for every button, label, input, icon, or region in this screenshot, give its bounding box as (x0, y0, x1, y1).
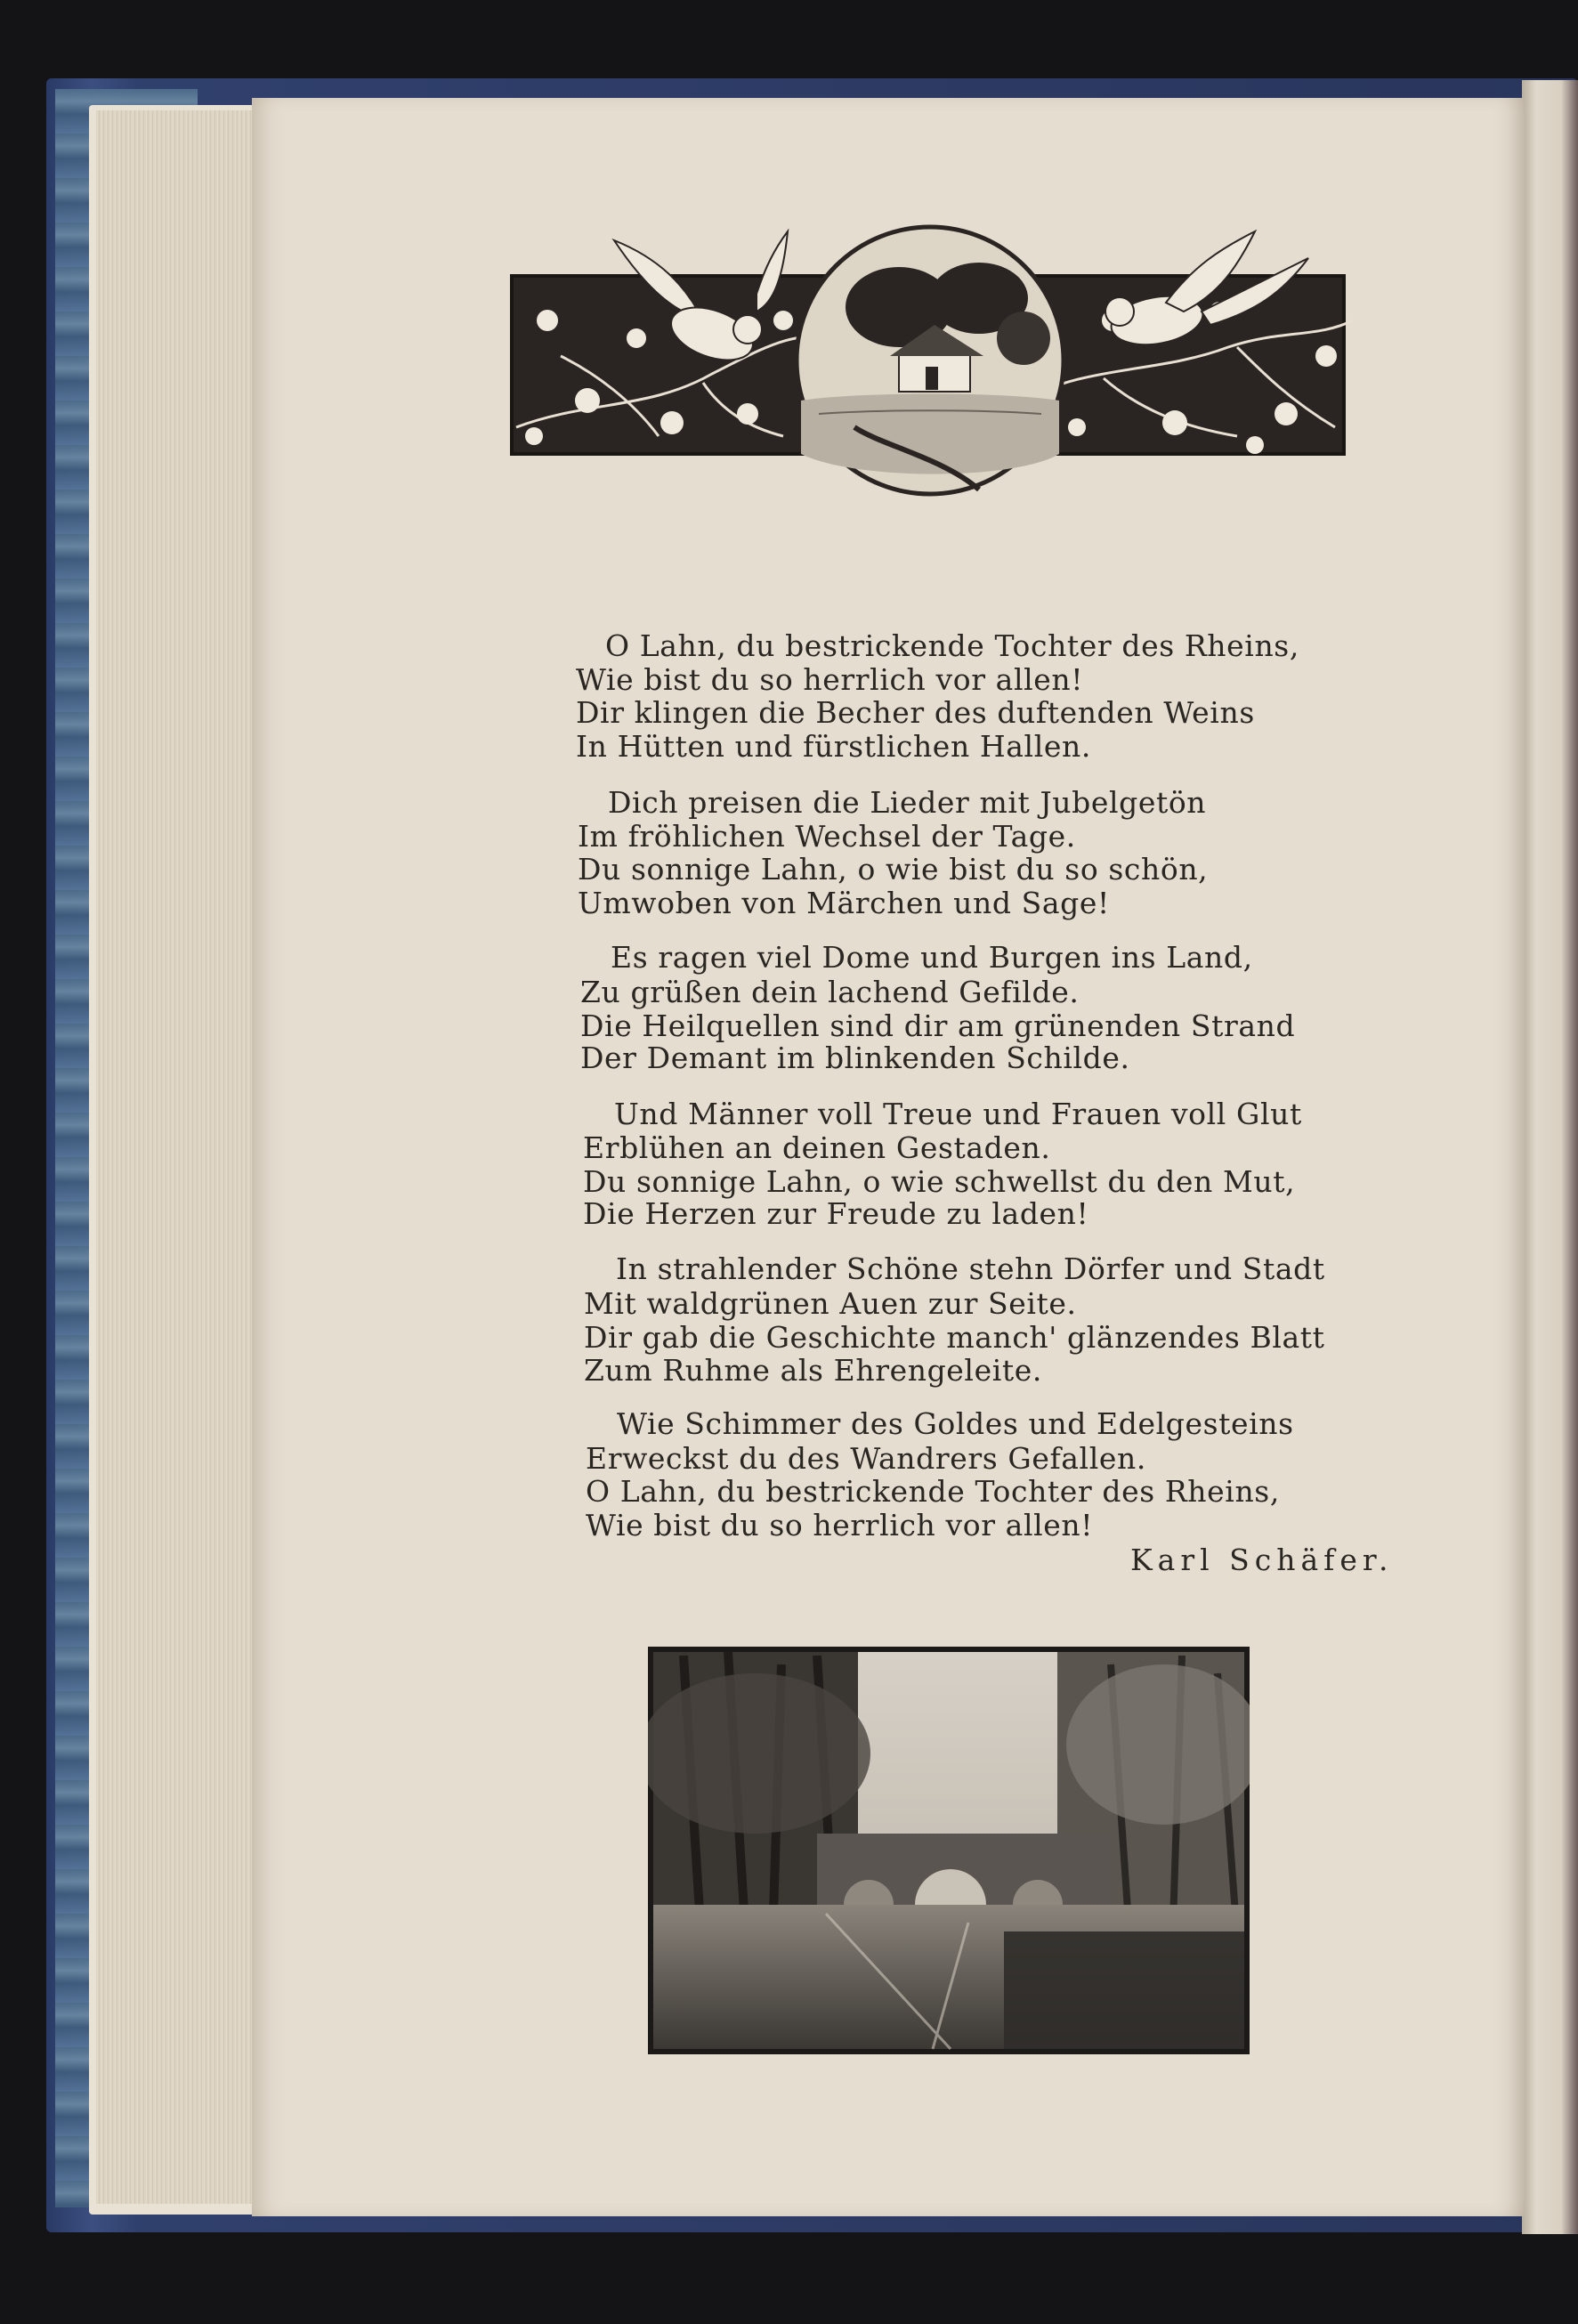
poem-line: In Hütten und fürstlichen Hallen. (576, 729, 1091, 764)
poem-line: Dich preisen die Lieder mit Jubelgetön (608, 785, 1207, 820)
poem-line: Du sonnige Lahn, o wie schwellst du den Mut, (583, 1164, 1296, 1199)
poem-line: Du sonnige Lahn, o wie bist du so schön, (578, 852, 1209, 887)
poem-line: Die Herzen zur Freude zu laden! (583, 1196, 1089, 1231)
poem-line: Wie bist du so herrlich vor allen! (586, 1508, 1094, 1543)
poem-line: Erweckst du des Wandrers Gefallen. (586, 1441, 1146, 1476)
river-bridge-photo (648, 1647, 1250, 2054)
poem-line: Zu grüßen dein lachend Gefilde. (580, 975, 1080, 1009)
poem-line: O Lahn, du bestrickende Tochter des Rheins, (586, 1474, 1280, 1509)
poem-line: In strahlender Schöne stehn Dörfer und Stadt (616, 1251, 1325, 1286)
poem-line: Umwoben von Märchen und Sage! (578, 886, 1110, 920)
stone-bridge (817, 1834, 1111, 1905)
poem-line: Die Heilquellen sind dir am grünenden Strand (580, 1008, 1296, 1043)
poem-line: Erblühen an deinen Gestaden. (583, 1130, 1051, 1165)
poem-line: Im fröhlichen Wechsel der Tage. (578, 819, 1076, 854)
poem-line: Dir gab die Geschichte manch' glänzendes Blatt (584, 1320, 1325, 1355)
poem-author: Karl Schäfer. (1130, 1543, 1394, 1577)
poem-line: Wie bist du so herrlich vor allen! (576, 662, 1084, 697)
poem-line: Und Männer voll Treue und Frauen voll Glut (614, 1097, 1302, 1131)
poem-line: Mit waldgrünen Auen zur Seite. (584, 1286, 1077, 1321)
poem-line: Es ragen viel Dome und Burgen ins Land, (611, 940, 1253, 975)
poem-line: Zum Ruhme als Ehrengeleite. (584, 1353, 1042, 1388)
poem-line: Wie Schimmer des Goldes und Edelgesteins (617, 1406, 1294, 1441)
river-bank (1004, 1931, 1244, 2049)
poem-line: O Lahn, du bestrickende Tochter des Rheins, (605, 628, 1299, 663)
poem-line: Der Demant im blinkenden Schilde. (580, 1041, 1130, 1075)
poem-line: Dir klingen die Becher des duftenden Weins (576, 695, 1255, 730)
